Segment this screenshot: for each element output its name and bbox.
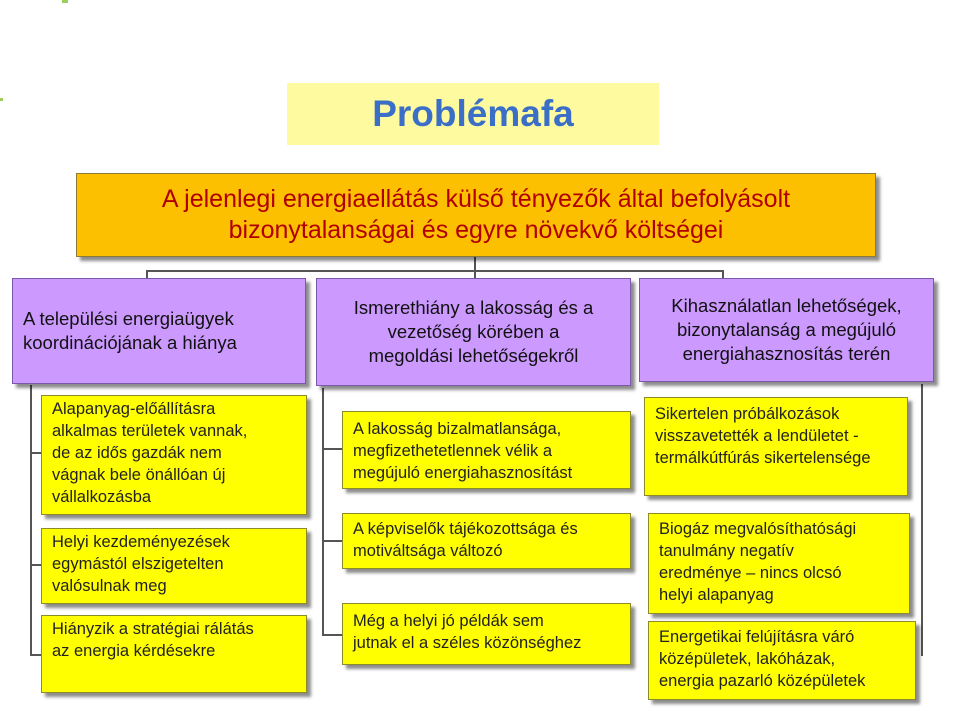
problem-1-2-line-1: Helyi kezdeményezések: [52, 533, 230, 551]
problem-1-3-line-1: Hiányzik a stratégiai rálátás: [52, 620, 254, 638]
problem-3-3-line-3: energia pazarló középületek: [659, 672, 866, 690]
root-problem: [76, 173, 876, 257]
problem-3-1-line-3: termálkútfúrás sikertelensége: [655, 449, 871, 467]
category-1-line-1: A települési energiaügyek: [23, 308, 234, 329]
problem-2-1-line-3: megújuló energiahasznosítást: [353, 464, 573, 482]
problem-box-2-3: [342, 603, 631, 665]
problem-3-1-line-2: visszavetették a lendületet -: [655, 427, 859, 445]
problem-box-3-3: [648, 621, 916, 700]
problem-3-3-line-2: középületek, lakóházak,: [659, 650, 836, 668]
problem-box-1-3: [41, 615, 307, 693]
category-2-line-3: megoldási lehetőségekről: [368, 345, 579, 366]
problem-box-3-2: [648, 513, 910, 614]
problem-2-3-line-2: jutnak el a széles közönséghez: [353, 634, 582, 652]
corner-mark: [62, 0, 68, 3]
problem-2-3-line-1: Még a helyi jó példák sem: [353, 612, 544, 630]
connector-col2-tick2: [322, 540, 342, 542]
problem-1-1-line-1: Alapanyag-előállításra: [52, 400, 216, 418]
problem-3-2-line-3: eredménye – nincs olcsó: [659, 564, 842, 582]
problem-3-2-line-1: Biogáz megvalósíthatósági: [659, 520, 857, 538]
problem-1-2-line-3: valósulnak meg: [52, 577, 167, 595]
problem-2-1-line-1: A lakosság bizalmatlansága,: [353, 420, 562, 438]
problem-3-1-line-1: Sikertelen próbálkozások: [655, 405, 840, 423]
problem-box-2-1: [342, 411, 631, 489]
root-line-1: A jelenlegi energiaellátás külső tényezők által befolyásolt: [161, 185, 791, 213]
problem-2-1-line-2: megfizethetetlennek vélik a: [353, 442, 553, 460]
problem-3-3-line-1: Energetikai felújításra váró: [659, 628, 855, 646]
category-2-line-2: vezetőség körében a: [387, 321, 560, 342]
problem-1-1-line-4: vágnak bele önállóan új: [52, 466, 226, 484]
category-2-line-1: Ismerethiány a lakosság és a: [353, 297, 594, 318]
side-mark: [0, 98, 3, 101]
problem-2-2-line-2: motiváltsága változó: [353, 542, 503, 560]
connector-col2-tick3: [322, 634, 342, 636]
problem-1-2-line-2: egymástól elszigetelten: [52, 555, 224, 573]
connector-col2-spine: [322, 388, 324, 636]
problem-1-3-line-2: az energia kérdésekre: [52, 642, 216, 660]
problem-box-2-2: [342, 513, 631, 569]
category-box-3: [639, 278, 934, 382]
problem-1-1-line-2: alkalmas területek vannak,: [52, 422, 248, 440]
root-line-2: bizonytalanságai és egyre növekvő költségei: [228, 216, 724, 244]
category-3-line-3: energiahasznosítás terén: [682, 343, 891, 364]
problem-1-1-line-3: de az idős gazdák nem: [52, 444, 222, 462]
problem-box-1-1: [41, 395, 307, 515]
category-3-line-2: bizonytalanság a megújuló: [676, 319, 897, 340]
connector-col1-spine: [30, 385, 32, 655]
page-title: Problémafa: [287, 83, 659, 145]
problem-3-2-line-2: tanulmány negatív: [659, 542, 794, 560]
problem-3-2-line-4: helyi alapanyag: [659, 586, 774, 604]
connector-horizontal: [146, 270, 724, 272]
category-box-2: [316, 278, 631, 386]
problem-box-3-1: [644, 397, 908, 496]
problem-2-2-line-1: A képviselők tájékozottsága és: [353, 520, 578, 538]
category-3-line-1: Kihasználatlan lehetőségek,: [671, 295, 902, 316]
connector-col3-spine: [921, 384, 923, 656]
connector-col2-tick1: [322, 448, 342, 450]
connector-root-down: [474, 257, 476, 271]
problem-box-1-2: [41, 528, 307, 604]
category-box-1: [12, 278, 306, 384]
problem-1-1-line-5: vállalkozásba: [52, 488, 152, 506]
category-1-line-2: koordinációjának a hiánya: [23, 332, 237, 353]
